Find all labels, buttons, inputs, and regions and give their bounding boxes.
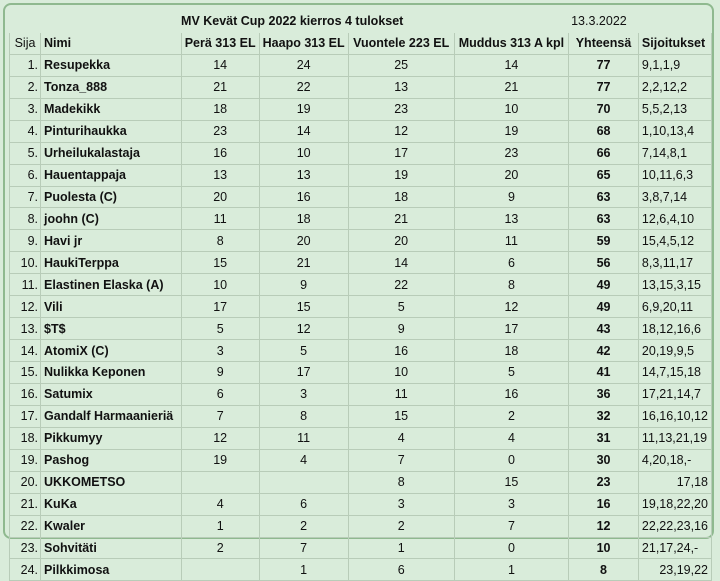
cell-haapo: 5 [259, 340, 348, 362]
cell-muddus: 21 [454, 76, 568, 98]
cell-pera: 1 [181, 515, 259, 537]
cell-vuontele: 19 [348, 164, 454, 186]
cell-haapo: 11 [259, 427, 348, 449]
table-row [10, 537, 712, 559]
table-row [10, 54, 712, 76]
cell-sijoitukset: 16,16,10,12 [638, 405, 711, 427]
cell-haapo: 14 [259, 120, 348, 142]
cell-yhteensa: 42 [569, 340, 639, 362]
cell-nimi: Elastinen Elaska (A) [41, 274, 182, 296]
cell-vuontele: 9 [348, 318, 454, 340]
cell-haapo: 10 [259, 142, 348, 164]
cell-muddus: 19 [454, 120, 568, 142]
cell-pera: 11 [181, 208, 259, 230]
cell-pera [181, 471, 259, 493]
cell-pera: 4 [181, 493, 259, 515]
table-row [10, 471, 712, 493]
cell-nimi: UKKOMETSO [41, 471, 182, 493]
cell-sija: 1. [10, 54, 41, 76]
cell-vuontele: 23 [348, 98, 454, 120]
cell-pera: 5 [181, 318, 259, 340]
cell-sija: 2. [10, 76, 41, 98]
cell-sija: 9. [10, 230, 41, 252]
cell-yhteensa: 49 [569, 296, 639, 318]
cell-sijoitukset: 19,18,22,20 [638, 493, 711, 515]
cell-sijoitukset: 18,12,16,6 [638, 318, 711, 340]
cell-nimi: Resupekka [41, 54, 182, 76]
cell-sija: 10. [10, 252, 41, 274]
cell-muddus: 15 [454, 471, 568, 493]
cell-sijoitukset: 23,19,22 [638, 559, 711, 581]
cell-yhteensa: 8 [569, 559, 639, 581]
cell-pera: 14 [181, 54, 259, 76]
table-row [10, 362, 712, 384]
cell-haapo: 20 [259, 230, 348, 252]
cell-yhteensa: 32 [569, 405, 639, 427]
cell-yhteensa: 77 [569, 54, 639, 76]
table-row [10, 383, 712, 405]
cell-pera: 10 [181, 274, 259, 296]
header-sijoitukset: Sijoitukset [638, 32, 711, 54]
cell-sija: 23. [10, 537, 41, 559]
cell-haapo: 3 [259, 383, 348, 405]
table-row [10, 76, 712, 98]
cell-vuontele: 5 [348, 296, 454, 318]
cell-vuontele: 6 [348, 559, 454, 581]
cell-sijoitukset: 2,2,12,2 [638, 76, 711, 98]
table-row [10, 252, 712, 274]
cell-muddus: 14 [454, 54, 568, 76]
header-vuontele: Vuontele 223 EL [348, 32, 454, 54]
cell-muddus: 11 [454, 230, 568, 252]
cell-yhteensa: 43 [569, 318, 639, 340]
cell-haapo: 6 [259, 493, 348, 515]
cell-nimi: Sohvitäti [41, 537, 182, 559]
table-row [10, 230, 712, 252]
cell-yhteensa: 36 [569, 383, 639, 405]
cell-vuontele: 11 [348, 383, 454, 405]
cell-nimi: Havi jr [41, 230, 182, 252]
cell-sija: 21. [10, 493, 41, 515]
sheet-date: 13.3.2022 [571, 14, 627, 29]
cell-muddus: 20 [454, 164, 568, 186]
cell-pera: 9 [181, 362, 259, 384]
cell-pera: 16 [181, 142, 259, 164]
cell-pera: 19 [181, 449, 259, 471]
cell-haapo: 1 [259, 559, 348, 581]
cell-sijoitukset: 11,13,21,19 [638, 427, 711, 449]
cell-sijoitukset: 9,1,1,9 [638, 54, 711, 76]
cell-nimi: Madekikk [41, 98, 182, 120]
cell-sija: 17. [10, 405, 41, 427]
cell-yhteensa: 30 [569, 449, 639, 471]
cell-sija: 11. [10, 274, 41, 296]
cell-sija: 18. [10, 427, 41, 449]
cell-nimi: AtomiX (C) [41, 340, 182, 362]
cell-muddus: 13 [454, 208, 568, 230]
table-row [10, 98, 712, 120]
cell-vuontele: 10 [348, 362, 454, 384]
cell-haapo: 15 [259, 296, 348, 318]
cell-sijoitukset: 10,11,6,3 [638, 164, 711, 186]
cell-haapo [259, 471, 348, 493]
cell-sija: 13. [10, 318, 41, 340]
cell-yhteensa: 59 [569, 230, 639, 252]
cell-vuontele: 18 [348, 186, 454, 208]
cell-pera: 3 [181, 340, 259, 362]
cell-pera: 23 [181, 120, 259, 142]
cell-muddus: 1 [454, 559, 568, 581]
table-row [10, 274, 712, 296]
table-row [10, 142, 712, 164]
cell-sija: 7. [10, 186, 41, 208]
cell-nimi: Puolesta (C) [41, 186, 182, 208]
cell-haapo: 18 [259, 208, 348, 230]
cell-haapo: 24 [259, 54, 348, 76]
cell-sija: 5. [10, 142, 41, 164]
cell-pera: 12 [181, 427, 259, 449]
cell-pera: 2 [181, 537, 259, 559]
cell-vuontele: 1 [348, 537, 454, 559]
cell-sija: 15. [10, 362, 41, 384]
cell-haapo: 19 [259, 98, 348, 120]
cell-sija: 24. [10, 559, 41, 581]
cell-haapo: 4 [259, 449, 348, 471]
cell-vuontele: 22 [348, 274, 454, 296]
cell-sijoitukset: 15,4,5,12 [638, 230, 711, 252]
cell-nimi: Nulikka Keponen [41, 362, 182, 384]
cell-pera: 17 [181, 296, 259, 318]
cell-sijoitukset: 13,15,3,15 [638, 274, 711, 296]
cell-muddus: 2 [454, 405, 568, 427]
cell-yhteensa: 16 [569, 493, 639, 515]
cell-haapo: 21 [259, 252, 348, 274]
cell-vuontele: 13 [348, 76, 454, 98]
cell-haapo: 7 [259, 537, 348, 559]
cell-muddus: 16 [454, 383, 568, 405]
results-sheet [3, 3, 714, 577]
cell-vuontele: 7 [348, 449, 454, 471]
header-nimi: Nimi [41, 32, 182, 54]
cell-yhteensa: 66 [569, 142, 639, 164]
header-yhteensa: Yhteensä [569, 32, 639, 54]
table-row [10, 340, 712, 362]
header-row [10, 32, 712, 54]
cell-sija: 19. [10, 449, 41, 471]
cell-vuontele: 16 [348, 340, 454, 362]
table-row [10, 427, 712, 449]
cell-nimi: joohn (C) [41, 208, 182, 230]
cell-muddus: 0 [454, 449, 568, 471]
cell-nimi: Urheilukalastaja [41, 142, 182, 164]
cell-muddus: 6 [454, 252, 568, 274]
cell-nimi: Gandalf Harmaanieriä [41, 405, 182, 427]
cell-haapo: 22 [259, 76, 348, 98]
cell-yhteensa: 31 [569, 427, 639, 449]
cell-sijoitukset: 12,6,4,10 [638, 208, 711, 230]
cell-muddus: 3 [454, 493, 568, 515]
cell-muddus: 18 [454, 340, 568, 362]
cell-sijoitukset: 7,14,8,1 [638, 142, 711, 164]
table-row [10, 515, 712, 537]
cell-sijoitukset: 8,3,11,17 [638, 252, 711, 274]
cell-sijoitukset: 5,5,2,13 [638, 98, 711, 120]
cell-pera: 21 [181, 76, 259, 98]
cell-nimi: Pilkkimosa [41, 559, 182, 581]
cell-sijoitukset: 22,22,23,16 [638, 515, 711, 537]
cell-muddus: 7 [454, 515, 568, 537]
cell-nimi: HaukiTerppa [41, 252, 182, 274]
cell-vuontele: 3 [348, 493, 454, 515]
cell-sija: 22. [10, 515, 41, 537]
cell-pera: 13 [181, 164, 259, 186]
cell-muddus: 0 [454, 537, 568, 559]
cell-sija: 14. [10, 340, 41, 362]
cell-haapo: 2 [259, 515, 348, 537]
cell-yhteensa: 41 [569, 362, 639, 384]
cell-sijoitukset: 17,21,14,7 [638, 383, 711, 405]
cell-yhteensa: 65 [569, 164, 639, 186]
cell-muddus: 12 [454, 296, 568, 318]
cell-haapo: 9 [259, 274, 348, 296]
cell-muddus: 5 [454, 362, 568, 384]
header-muddus: Muddus 313 A kpl [454, 32, 568, 54]
cell-nimi: KuKa [41, 493, 182, 515]
cell-nimi: Pikkumyy [41, 427, 182, 449]
cell-sija: 8. [10, 208, 41, 230]
cell-nimi: Satumix [41, 383, 182, 405]
cell-vuontele: 17 [348, 142, 454, 164]
table-row [10, 449, 712, 471]
cell-pera: 8 [181, 230, 259, 252]
cell-yhteensa: 63 [569, 186, 639, 208]
table-row [10, 405, 712, 427]
cell-haapo: 16 [259, 186, 348, 208]
cell-yhteensa: 12 [569, 515, 639, 537]
cell-yhteensa: 68 [569, 120, 639, 142]
cell-muddus: 23 [454, 142, 568, 164]
cell-nimi: $T$ [41, 318, 182, 340]
cell-haapo: 8 [259, 405, 348, 427]
cell-vuontele: 12 [348, 120, 454, 142]
cell-muddus: 8 [454, 274, 568, 296]
table-row [10, 296, 712, 318]
cell-vuontele: 25 [348, 54, 454, 76]
cell-sija: 4. [10, 120, 41, 142]
cell-pera: 20 [181, 186, 259, 208]
table-row [10, 164, 712, 186]
cell-sijoitukset: 20,19,9,5 [638, 340, 711, 362]
header-pera: Perä 313 EL [181, 32, 259, 54]
cell-vuontele: 20 [348, 230, 454, 252]
cell-muddus: 4 [454, 427, 568, 449]
cell-pera: 18 [181, 98, 259, 120]
cell-sijoitukset: 3,8,7,14 [638, 186, 711, 208]
cell-yhteensa: 56 [569, 252, 639, 274]
cell-yhteensa: 10 [569, 537, 639, 559]
cell-sija: 12. [10, 296, 41, 318]
cell-sijoitukset: 21,17,24,- [638, 537, 711, 559]
cell-sijoitukset: 4,20,18,- [638, 449, 711, 471]
cell-nimi: Hauentappaja [41, 164, 182, 186]
cell-sijoitukset: 1,10,13,4 [638, 120, 711, 142]
cell-nimi: Tonza_888 [41, 76, 182, 98]
cell-pera [181, 559, 259, 581]
table-row [10, 208, 712, 230]
cell-vuontele: 14 [348, 252, 454, 274]
cell-muddus: 17 [454, 318, 568, 340]
cell-vuontele: 8 [348, 471, 454, 493]
cell-yhteensa: 63 [569, 208, 639, 230]
cell-sija: 20. [10, 471, 41, 493]
cell-haapo: 13 [259, 164, 348, 186]
cell-muddus: 10 [454, 98, 568, 120]
header-haapo: Haapo 313 EL [259, 32, 348, 54]
cell-sijoitukset: 17,18 [638, 471, 711, 493]
cell-vuontele: 2 [348, 515, 454, 537]
cell-sija: 3. [10, 98, 41, 120]
header-sija: Sija [10, 32, 41, 54]
cell-yhteensa: 77 [569, 76, 639, 98]
table-row [10, 318, 712, 340]
cell-nimi: Pinturihaukka [41, 120, 182, 142]
cell-vuontele: 4 [348, 427, 454, 449]
cell-nimi: Vili [41, 296, 182, 318]
table-row [10, 120, 712, 142]
cell-muddus: 9 [454, 186, 568, 208]
title-row [10, 11, 712, 33]
cell-yhteensa: 70 [569, 98, 639, 120]
cell-vuontele: 15 [348, 405, 454, 427]
cell-pera: 15 [181, 252, 259, 274]
cell-sijoitukset: 14,7,15,18 [638, 362, 711, 384]
cell-yhteensa: 49 [569, 274, 639, 296]
sheet-title: MV Kevät Cup 2022 kierros 4 tulokset [181, 14, 404, 29]
cell-pera: 6 [181, 383, 259, 405]
cell-haapo: 17 [259, 362, 348, 384]
table-row [10, 186, 712, 208]
cell-vuontele: 21 [348, 208, 454, 230]
cell-sija: 16. [10, 383, 41, 405]
cell-nimi: Pashog [41, 449, 182, 471]
cell-haapo: 12 [259, 318, 348, 340]
cell-sija: 6. [10, 164, 41, 186]
cell-pera: 7 [181, 405, 259, 427]
results-table [9, 10, 712, 581]
cell-yhteensa: 23 [569, 471, 639, 493]
cell-nimi: Kwaler [41, 515, 182, 537]
cell-sijoitukset: 6,9,20,11 [638, 296, 711, 318]
table-row [10, 559, 712, 581]
table-row [10, 493, 712, 515]
